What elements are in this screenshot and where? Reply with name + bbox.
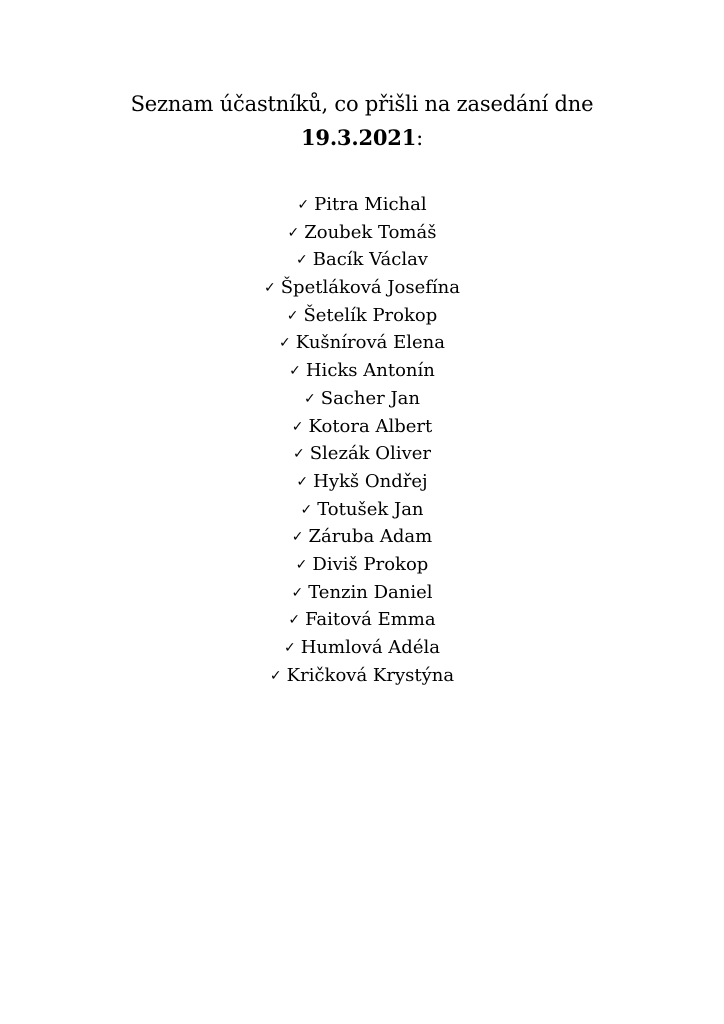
- attendee-name: Záruba Adam: [308, 526, 433, 548]
- checkmark-icon: ✓: [263, 280, 276, 297]
- attendee-item: [0, 662, 724, 690]
- meeting-date-colon: :: [416, 126, 423, 150]
- attendee-name: Hykš Ondřej: [313, 470, 428, 492]
- attendee-item: [0, 468, 724, 496]
- attendee-item: [0, 329, 724, 357]
- attendee-name: Sacher Jan: [320, 387, 420, 409]
- checkmark-icon: ✓: [279, 335, 291, 352]
- attendee-list: [0, 191, 724, 689]
- checkmark-icon: ✓: [287, 224, 300, 241]
- attendee-name: Bacík Václav: [312, 249, 428, 271]
- checkmark-icon: ✓: [289, 363, 301, 380]
- attendee-item: [0, 246, 724, 274]
- meeting-date: 19.3.2021: [301, 125, 417, 150]
- checkmark-icon: ✓: [292, 446, 305, 463]
- checkmark-icon: ✓: [297, 197, 310, 213]
- attendee-name: Zoubek Tomáš: [304, 221, 437, 243]
- checkmark-icon: ✓: [284, 640, 296, 656]
- attendee-name: Hicks Antonín: [305, 360, 435, 382]
- attendee-name: Slezák Oliver: [309, 443, 431, 465]
- attendee-item: [0, 302, 724, 330]
- meeting-date-line: [0, 125, 724, 151]
- checkmark-icon: ✓: [296, 252, 308, 269]
- attendee-name: Totušek Jan: [317, 498, 424, 520]
- attendee-name: Humlová Adéla: [300, 637, 440, 658]
- attendee-item: [0, 385, 724, 413]
- checkmark-icon: ✓: [304, 390, 316, 407]
- document-title: Seznam účastníků, co přišli na zasedání dne: [130, 92, 594, 116]
- attendee-name: Diviš Prokop: [312, 553, 429, 575]
- attendee-item: [0, 634, 724, 662]
- attendee-name: Kričková Krystýna: [286, 664, 455, 686]
- attendee-item: [0, 606, 724, 634]
- checkmark-icon: ✓: [296, 473, 309, 490]
- checkmark-icon: ✓: [288, 612, 301, 629]
- attendee-item: [0, 551, 724, 579]
- attendee-item: [0, 523, 724, 551]
- attendee-item: [0, 357, 724, 385]
- attendee-item: [0, 191, 724, 219]
- attendee-item: [0, 274, 724, 302]
- checkmark-icon: ✓: [286, 307, 299, 324]
- checkmark-icon: ✓: [291, 584, 304, 601]
- checkmark-icon: ✓: [300, 501, 313, 518]
- attendee-name: Kotora Albert: [308, 415, 433, 437]
- attendee-item: [0, 219, 724, 247]
- attendee-name: Pitra Michal: [314, 194, 427, 215]
- checkmark-icon: ✓: [291, 529, 304, 546]
- checkmark-icon: ✓: [269, 667, 282, 684]
- attendee-name: Šetelík Prokop: [303, 304, 438, 326]
- attendee-item: [0, 440, 724, 468]
- attendee-name: Špetláková Josefína: [280, 277, 460, 299]
- attendee-item: [0, 413, 724, 441]
- attendee-name: Faitová Emma: [305, 609, 436, 631]
- checkmark-icon: ✓: [295, 556, 308, 573]
- attendee-name: Tenzin Daniel: [308, 581, 433, 603]
- attendee-name: Kušnírová Elena: [295, 332, 445, 354]
- attendee-item: [0, 579, 724, 607]
- attendee-item: [0, 496, 724, 524]
- checkmark-icon: ✓: [291, 418, 304, 435]
